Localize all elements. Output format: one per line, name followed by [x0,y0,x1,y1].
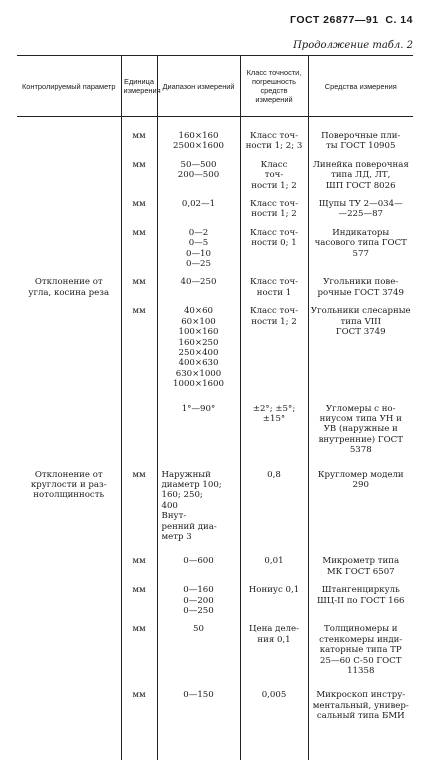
param-cell [17,131,121,152]
table-body [17,117,413,760]
table-row [17,199,413,220]
spacer-cell [121,456,157,470]
unit-cell: мм [121,228,157,270]
instrument-cell: Толщиномеры и стенкомеры инди- каторные типа ТР 25—60 С-50 ГОСТ 11358 [308,624,413,676]
spacer-cell [157,456,240,470]
spacer-cell [157,542,240,556]
spacer-cell [240,220,308,228]
row-spacer [17,269,413,277]
range-cell: 160×160 2500×1600 [157,131,240,152]
spacer-cell [157,676,240,690]
spacer-cell [308,616,413,624]
unit-cell: мм [121,306,157,389]
spacer-cell [17,220,121,228]
accuracy-cell: Нониус 0,1 [240,585,308,616]
instrument-cell: Угломеры с но- ниусом типа УН и УВ (наружные и внутренние) ГОСТ 5378 [308,404,413,456]
range-cell: 40—250 [157,277,240,298]
spacer-cell [240,117,308,132]
spacer-cell [17,542,121,556]
unit-cell: мм [121,160,157,191]
instrument-cell: Линейка поверочная типа ЛД, ЛТ, ШП ГОСТ 8026 [308,160,413,191]
instrument-cell: Штангенциркуль ШЦ-II по ГОСТ 166 [308,585,413,616]
spacer-cell [17,117,121,132]
table-row [17,228,413,270]
spacer-cell [121,676,157,690]
column-header-accuracy: Класс точности, погрешность средств измерений [240,56,308,117]
column-header-instruments: Средства измерения [308,56,413,117]
table-row [17,690,413,721]
spacer-cell [17,191,121,199]
spacer-cell [157,298,240,306]
spacer-cell [157,220,240,228]
spacer-cell [308,152,413,160]
spacer-cell [121,191,157,199]
unit-cell: мм [121,470,157,543]
instrument-cell: Микроскоп инстру- ментальный, универ- сальный типа БМИ [308,690,413,721]
range-cell: 50 [157,624,240,676]
spacer-cell [157,390,240,404]
standard-number: ГОСТ 26877—91 [290,14,379,26]
spacer-cell [308,676,413,690]
column-header-unit: Единица измерения [121,56,157,117]
table-row [17,160,413,191]
table-continuation-label: Продолжение табл. 2 [293,40,413,51]
table-row [17,470,413,543]
spacer-cell [121,542,157,556]
range-cell: 40×60 60×100 100×160 160×250 250×400 400×630 630×1000 1000×1600 [157,306,240,389]
spacer-cell [17,676,121,690]
row-spacer [17,298,413,306]
spacer-cell [121,269,157,277]
range-cell: 0—150 [157,690,240,721]
column-header-parameter: Контролируемый параметр [17,56,121,117]
unit-cell [121,404,157,456]
instrument-cell: Индикаторы часового типа ГОСТ 577 [308,228,413,270]
spacer-cell [121,577,157,585]
table-header-row [17,56,413,117]
range-cell: 0—2 0—5 0—10 0—25 [157,228,240,270]
spacer-cell [121,390,157,404]
spacer-cell [121,298,157,306]
table-row [17,306,413,389]
unit-cell: мм [121,624,157,676]
spacer-cell [17,722,121,760]
table-row [17,624,413,676]
spacer-cell [308,191,413,199]
range-cell: 1°—90° [157,404,240,456]
accuracy-cell: Класс точ- ности 1; 2 [240,306,308,389]
unit-cell: мм [121,131,157,152]
accuracy-cell: ±2°; ±5°; ±15° [240,404,308,456]
accuracy-cell: 0,005 [240,690,308,721]
instrument-cell: Угольники пове- рочные ГОСТ 3749 [308,277,413,298]
instrument-cell: Угольники слесарные типа VIII ГОСТ 3749 [308,306,413,389]
measurement-table [17,55,413,760]
spacer-cell [240,456,308,470]
row-spacer [17,676,413,690]
table-row [17,556,413,577]
accuracy-cell: Класс точ- ности 0; 1 [240,228,308,270]
spacer-cell [121,117,157,132]
spacer-cell [308,220,413,228]
row-spacer [17,220,413,228]
accuracy-cell: Класс точ- ности 1 [240,277,308,298]
spacer-cell [121,722,157,760]
range-cell: Наружный диаметр 100; 160; 250; 400 Внут- ренний диа- метр 3 [157,470,240,543]
table-row [17,131,413,152]
spacer-cell [157,191,240,199]
range-cell: 0—600 [157,556,240,577]
spacer-cell [17,269,121,277]
row-spacer [17,577,413,585]
spacer-cell [240,542,308,556]
accuracy-cell: 0,8 [240,470,308,543]
spacer-cell [240,577,308,585]
spacer-cell [157,616,240,624]
spacer-cell [17,456,121,470]
table-row [17,277,413,298]
spacer-cell [308,456,413,470]
column-header-range: Диапазон измерений [157,56,240,117]
table-row [17,585,413,616]
unit-cell: мм [121,690,157,721]
row-spacer [17,152,413,160]
row-spacer [17,191,413,199]
spacer-cell [157,117,240,132]
document-header [290,14,413,26]
unit-cell: мм [121,556,157,577]
spacer-cell [240,298,308,306]
unit-cell: мм [121,585,157,616]
spacer-cell [157,269,240,277]
row-spacer [17,456,413,470]
spacer-cell [308,298,413,306]
spacer-cell [17,577,121,585]
spacer-cell [17,298,121,306]
param-cell: Отклонение от угла, косина реза [28,277,110,298]
spacer-cell [240,616,308,624]
table-container [17,55,413,722]
spacer-cell [240,269,308,277]
range-cell: 0—160 0—200 0—250 [157,585,240,616]
spacer-cell [121,616,157,624]
spacer-cell [157,152,240,160]
accuracy-cell: Класс точ- ности 1; 2 [240,199,308,220]
range-cell: 50—500 200—500 [157,160,240,191]
range-cell: 0,02—1 [157,199,240,220]
param-cell [17,624,121,676]
param-cell [17,228,121,270]
spacer-cell [308,722,413,760]
row-spacer [17,616,413,624]
instrument-cell: Щупы ТУ 2—034— —225—87 [308,199,413,220]
spacer-cell [308,117,413,132]
spacer-cell [240,676,308,690]
spacer-cell [240,722,308,760]
spacer-cell [157,577,240,585]
row-spacer [17,722,413,760]
param-cell [17,160,121,191]
param-cell [17,199,121,220]
spacer-cell [308,390,413,404]
param-cell [17,585,121,616]
accuracy-cell: Цена деле- ния 0,1 [240,624,308,676]
accuracy-cell: 0,01 [240,556,308,577]
spacer-cell [121,152,157,160]
spacer-cell [17,390,121,404]
row-spacer [17,390,413,404]
spacer-cell [308,269,413,277]
instrument-cell: Кругломер модели 290 [308,470,413,543]
unit-cell: мм [121,199,157,220]
row-spacer [17,542,413,556]
spacer-cell [17,616,121,624]
row-spacer [17,117,413,132]
instrument-cell: Микрометр типа МК ГОСТ 6507 [308,556,413,577]
instrument-cell: Поверочные пли- ты ГОСТ 10905 [308,131,413,152]
spacer-cell [240,152,308,160]
spacer-cell [308,542,413,556]
spacer-cell [308,577,413,585]
accuracy-cell: Класс точ- ности 1; 2 [240,160,308,191]
page-number: С. 14 [385,14,413,26]
table-row [17,404,413,456]
param-cell [17,306,121,389]
spacer-cell [240,191,308,199]
param-cell [17,690,121,721]
param-cell [17,404,121,456]
spacer-cell [121,220,157,228]
spacer-cell [17,152,121,160]
param-cell [17,556,121,577]
param-cell: Отклонение от круглости и раз- нотолщинность [30,469,107,501]
spacer-cell [240,390,308,404]
spacer-cell [157,722,240,760]
unit-cell: мм [121,277,157,298]
accuracy-cell: Класс точ- ности 1; 2; 3 [240,131,308,152]
